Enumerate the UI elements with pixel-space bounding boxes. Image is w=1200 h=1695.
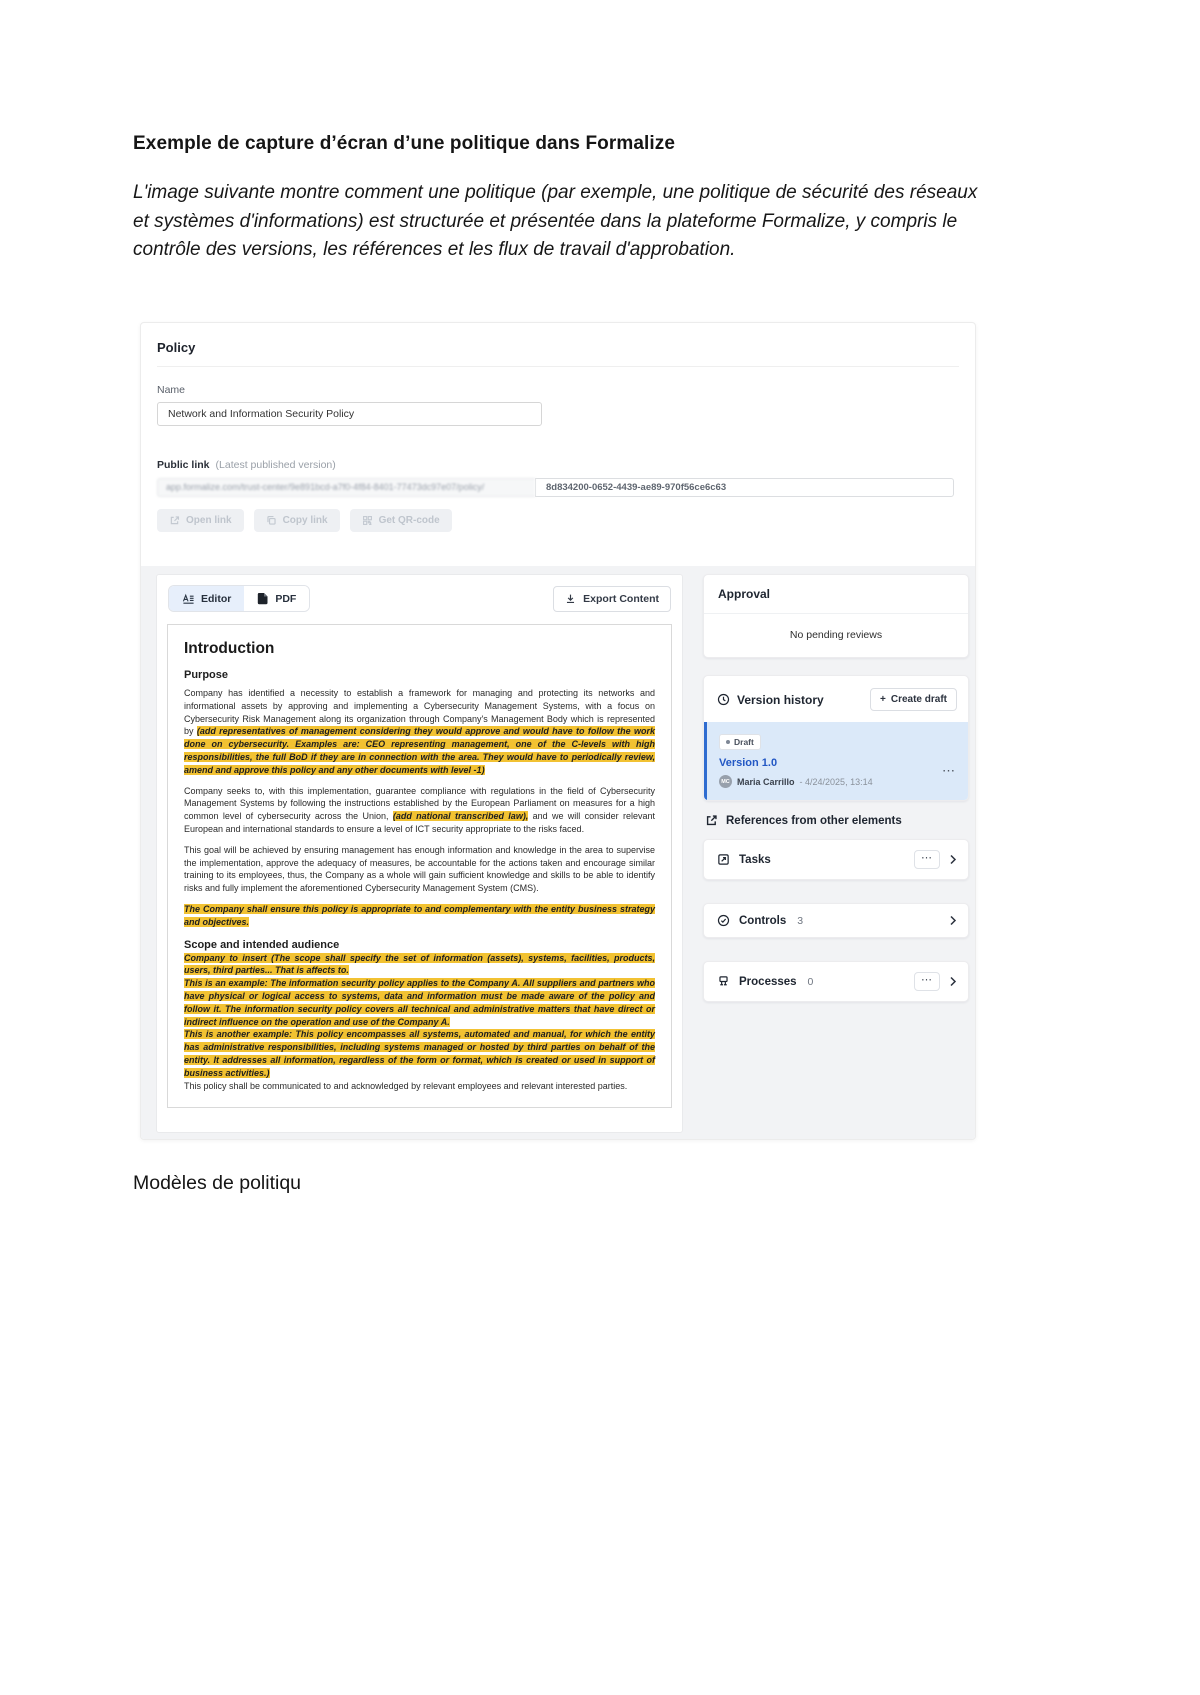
version-timestamp: - 4/24/2025, 13:14 xyxy=(799,776,873,787)
tab-pdf-label: PDF xyxy=(275,592,297,605)
copy-link-button[interactable] xyxy=(254,509,340,532)
draft-dot-icon xyxy=(726,740,730,744)
viewer-toolbar xyxy=(157,575,682,620)
tab-editor[interactable] xyxy=(169,586,244,611)
article-heading: Exemple de capture d’écran d’une politique dans Formalize xyxy=(133,133,676,154)
approval-empty-state: No pending reviews xyxy=(789,629,883,641)
download-icon xyxy=(565,593,576,604)
doc-heading: Purpose xyxy=(184,669,229,681)
version-link[interactable]: Version 1.0 xyxy=(719,757,778,769)
version-history-card xyxy=(703,675,969,801)
policy-document xyxy=(167,624,672,1108)
controls-icon xyxy=(717,914,730,927)
doc-paragraph: The Company shall ensure this policy is appropriate to and complementary with the entity business strategy and objectives. xyxy=(184,903,655,927)
plus-icon: + xyxy=(880,694,886,705)
doc-paragraph: Company seeks to, with this implementation, guarantee compliance with regulations in the field of Cybersecurity Management Systems by following the instructions established by the European Parliament on measures for a high common level of cybersecurity across the Union, (add national transcribed law), and we will consider relevant European and international standards to ensure a level of ICT security appropriate to the risks faced. xyxy=(184,785,655,834)
version-menu-button[interactable]: ⋯ xyxy=(942,763,956,778)
export-content-button[interactable] xyxy=(553,586,671,612)
doc-paragraph: This policy shall be communicated to and acknowledged by relevant employees and relevant interested parties. xyxy=(184,1080,628,1091)
policy-card-title: Policy xyxy=(157,340,959,367)
doc-heading: Introduction xyxy=(184,640,275,657)
open-link-button[interactable] xyxy=(157,509,244,532)
tasks-label: Tasks xyxy=(739,853,771,866)
name-field-label: Name xyxy=(157,384,186,396)
references-row[interactable] xyxy=(703,801,969,839)
version-meta xyxy=(719,775,956,788)
tasks-menu-button[interactable]: ⋯ xyxy=(914,850,940,869)
qr-code-icon xyxy=(362,515,373,526)
policy-form xyxy=(141,323,975,532)
public-link-actions xyxy=(157,509,959,532)
public-link-label: Public link xyxy=(157,459,210,471)
version-author: Maria Carrillo xyxy=(737,776,795,787)
approval-title: Approval xyxy=(704,575,968,614)
public-link-header xyxy=(157,459,959,471)
references-label: References from other elements xyxy=(726,814,902,827)
article-intro: L'image suivante montre comment une politique (par exemple, une politique de sécurité des réseaux et systèmes d'informations) est structurée et présentée dans la plateforme Formalize, y compris le contrôle des versions, les références et les flux de travail d'approbation. xyxy=(133,182,978,260)
create-draft-button[interactable] xyxy=(870,688,957,711)
get-qr-code-button[interactable] xyxy=(350,509,452,532)
get-qr-code-label: Get QR-code xyxy=(378,515,440,526)
controls-label: Controls xyxy=(739,914,787,927)
open-link-label: Open link xyxy=(186,515,232,526)
references-external-link-icon xyxy=(705,814,718,827)
public-link-hint: (Latest published version) xyxy=(215,459,336,471)
editor-icon xyxy=(182,593,195,605)
copy-icon xyxy=(266,515,277,526)
tasks-row[interactable] xyxy=(703,839,969,880)
doc-paragraph: This is an example: The information security policy applies to the Company A. All suppliers and partners who have physical or logical access to systems, data and information must be made aware of the policy and follow it. The information security policy covers all technical and administrative matters that have direct or indirect influence on the operation and use of the Company A. xyxy=(184,978,655,1027)
article-footer-text: Modèles de politiqu xyxy=(133,1172,302,1194)
processes-chevron-right-icon[interactable] xyxy=(949,976,957,987)
approval-card xyxy=(703,574,969,658)
version-entry[interactable] xyxy=(704,722,968,800)
public-link-bar xyxy=(157,478,954,497)
pdf-file-icon xyxy=(257,592,269,605)
policy-viewer-card xyxy=(156,574,683,1133)
controls-chevron-right-icon[interactable] xyxy=(949,915,957,926)
doc-heading: Scope and intended audience xyxy=(184,938,340,951)
processes-count: 0 xyxy=(807,975,814,988)
processes-icon xyxy=(717,975,730,988)
doc-paragraph: Company to insert (The scope shall specify the set of information (assets), systems, facilities, products, users, third parties... That is affects to. xyxy=(184,952,655,976)
processes-label: Processes xyxy=(739,975,797,988)
export-content-label: Export Content xyxy=(583,592,659,605)
tasks-icon xyxy=(717,853,730,866)
tab-editor-label: Editor xyxy=(201,592,232,605)
external-link-icon xyxy=(169,515,180,526)
public-link-url-obscured: app.formalize.com/trust-center/9e891bcd-a7f0-4f84-8401-77473dc97e07/policy/ xyxy=(157,478,535,497)
processes-row[interactable] xyxy=(703,961,969,1002)
doc-paragraph: This is another example: This policy encompasses all systems, automated and manual, for which the entity has administrative responsibilities, including systems managed or hosted by third parties on behalf of the entity. It addresses all information, regardless of the form or format, which is created or used in support of business activities.) xyxy=(184,1029,655,1078)
tasks-chevron-right-icon[interactable] xyxy=(949,854,957,865)
view-mode-tabs xyxy=(168,585,310,612)
create-draft-label: Create draft xyxy=(890,694,947,705)
tab-pdf[interactable] xyxy=(244,586,309,611)
doc-paragraph: Company has identified a necessity to establish a framework for managing and protecting its networks and informational assets by approving and implementing a Cybersecurity Management Systems, with a focus on Cybersecurity Risk Management along its organization through Company's Management Body which is represented by (add representatives of management considering they would approve and would have to follow the work done on cybersecurity. Examples are: CEO representing management, one of the C-levels with high responsibilities, the full BoD if they are in connection with the area. They would have to periodically review, amend and approve this policy and any other documents with level -1) xyxy=(184,688,655,775)
policy-name-input[interactable] xyxy=(157,402,542,426)
version-history-title-row xyxy=(717,693,824,707)
copy-link-label: Copy link xyxy=(282,515,328,526)
version-history-header xyxy=(704,688,968,711)
sidebar xyxy=(703,574,969,1025)
doc-paragraph: This goal will be achieved by ensuring management has enough information and knowledge in the area to supervise the implementation, approve the adequacy of measures, be accountable for the actions taken and encourage similar training to its employees, thus, the Company as a whole will gain sufficient knowledge and skills to be able to identify risks and fully implement the aforementioned Cybersecurity Management System (CMS). xyxy=(184,844,655,894)
controls-row[interactable] xyxy=(703,903,969,938)
public-link-id[interactable]: 8d834200-0652-4439-ae89-970f56ce6c63 xyxy=(535,478,954,497)
clock-icon xyxy=(717,693,730,706)
workspace-canvas xyxy=(141,566,976,1140)
controls-count: 3 xyxy=(797,914,804,927)
processes-menu-button[interactable]: ⋯ xyxy=(914,972,940,991)
formalize-screenshot xyxy=(140,322,976,1140)
avatar: MC xyxy=(719,775,732,788)
draft-status-badge xyxy=(719,734,761,750)
draft-badge-label: Draft xyxy=(734,737,754,747)
version-history-title: Version history xyxy=(737,692,824,707)
